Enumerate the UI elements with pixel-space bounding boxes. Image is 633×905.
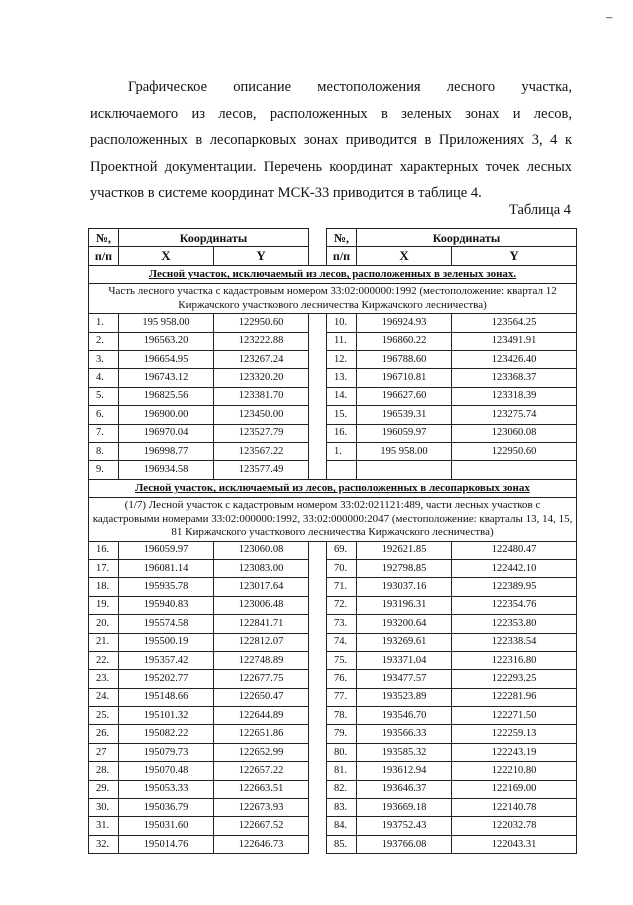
y-value: 122663.51 <box>214 780 309 798</box>
y-value: 122210.80 <box>452 762 577 780</box>
y-value: 122657.22 <box>214 762 309 780</box>
x-value: 195202.77 <box>119 670 214 688</box>
y-value: 123491.91 <box>452 332 577 350</box>
y-value: 122259.13 <box>452 725 577 743</box>
point-num: 7. <box>89 424 119 442</box>
x-value: 192621.85 <box>357 541 452 559</box>
point-num: 8. <box>89 442 119 460</box>
point-num: 84. <box>327 817 357 835</box>
y-value: 122140.78 <box>452 799 577 817</box>
x-value: 196059.97 <box>357 424 452 442</box>
x-value: 195031.60 <box>119 817 214 835</box>
y-value: 123267.24 <box>214 350 309 368</box>
num-subheader: п/п <box>327 247 357 265</box>
y-value: 122644.89 <box>214 707 309 725</box>
x-value: 195 958.00 <box>357 442 452 460</box>
table-row <box>89 633 577 651</box>
coordinates-table <box>88 228 577 854</box>
section-2-note: (1/7) Лесной участок с кадастровым номером 33:02:021121:489, части лесных участков с кадастровыми номерами 33:02:000000:1992, 33:02:000000:2047 (местоположение: кварталы 13, 14, 15, 81 Киржачского участкового лесничества Киржачского лесничества) <box>89 498 577 542</box>
point-num: 5. <box>89 387 119 405</box>
point-num: 76. <box>327 670 357 688</box>
x-value: 195940.83 <box>119 596 214 614</box>
table-row <box>89 707 577 725</box>
table-row <box>89 743 577 761</box>
point-num: 83. <box>327 799 357 817</box>
x-value: 192798.85 <box>357 559 452 577</box>
table-row <box>89 332 577 350</box>
y-value: 123368.37 <box>452 369 577 387</box>
y-value: 122841.71 <box>214 615 309 633</box>
x-value: 195053.33 <box>119 780 214 798</box>
y-header: Y <box>452 247 577 265</box>
x-value: 193752.43 <box>357 817 452 835</box>
point-num: 6. <box>89 406 119 424</box>
table-row <box>89 578 577 596</box>
y-value: 123060.08 <box>214 541 309 559</box>
x-value: 193766.08 <box>357 835 452 853</box>
x-value: 196970.04 <box>119 424 214 442</box>
x-value: 193477.57 <box>357 670 452 688</box>
header-row-2 <box>89 247 577 265</box>
table-row <box>89 835 577 853</box>
x-value: 193269.61 <box>357 633 452 651</box>
y-value: 122652.99 <box>214 743 309 761</box>
y-value: 122293.25 <box>452 670 577 688</box>
point-num: 72. <box>327 596 357 614</box>
point-num: 31. <box>89 817 119 835</box>
point-num: 2. <box>89 332 119 350</box>
point-num: 9. <box>89 461 119 479</box>
section-1-note: Часть лесного участка с кадастровым номером 33:02:000000:1992 (местоположение: квартал 12 Киржачского участкового лесничества Киржачского лесничества) <box>89 284 577 314</box>
x-value: 196627.60 <box>357 387 452 405</box>
section-2-rows <box>89 541 577 854</box>
point-num: 82. <box>327 780 357 798</box>
x-value: 196563.20 <box>119 332 214 350</box>
y-value: 123320.20 <box>214 369 309 387</box>
y-value: 123450.00 <box>214 406 309 424</box>
point-num: 4. <box>89 369 119 387</box>
table-row <box>89 541 577 559</box>
x-value: 195500.19 <box>119 633 214 651</box>
x-value: 196081.14 <box>119 559 214 577</box>
y-value: 123060.08 <box>452 424 577 442</box>
y-value: 122748.89 <box>214 651 309 669</box>
point-num: 32. <box>89 835 119 853</box>
x-value: 196743.12 <box>119 369 214 387</box>
y-value: 123577.49 <box>214 461 309 479</box>
table-row <box>89 596 577 614</box>
x-value: 196934.58 <box>119 461 214 479</box>
point-num: 1. <box>327 442 357 460</box>
y-value: 123567.22 <box>214 442 309 460</box>
y-value: 122950.60 <box>214 314 309 332</box>
x-value <box>357 461 452 479</box>
y-value: 122243.19 <box>452 743 577 761</box>
table-row <box>89 387 577 405</box>
x-value: 196900.00 <box>119 406 214 424</box>
point-num: 19. <box>89 596 119 614</box>
point-num: 14. <box>327 387 357 405</box>
x-value: 195036.79 <box>119 799 214 817</box>
table-row <box>89 559 577 577</box>
y-value: 122354.76 <box>452 596 577 614</box>
section-2-title: Лесной участок, исключаемый из лесов, расположенных в лесопарковых зонах <box>89 479 577 497</box>
point-num: 69. <box>327 541 357 559</box>
num-header: №, <box>327 229 357 247</box>
table-row <box>89 461 577 479</box>
y-value: 123275.74 <box>452 406 577 424</box>
point-num: 16. <box>89 541 119 559</box>
table-row <box>89 406 577 424</box>
x-value: 193669.18 <box>357 799 452 817</box>
x-value: 193371.04 <box>357 651 452 669</box>
point-num: 17. <box>89 559 119 577</box>
y-value: 122677.75 <box>214 670 309 688</box>
section-1-title: Лесной участок, исключаемый из лесов, расположенных в зеленых зонах. <box>89 265 577 283</box>
y-value: 122650.47 <box>214 688 309 706</box>
point-num: 18. <box>89 578 119 596</box>
point-num <box>327 461 357 479</box>
table-row <box>89 442 577 460</box>
point-num: 75. <box>327 651 357 669</box>
point-num: 74. <box>327 633 357 651</box>
x-value: 196788.60 <box>357 350 452 368</box>
point-num: 13. <box>327 369 357 387</box>
x-value: 196059.97 <box>119 541 214 559</box>
y-value: 122950.60 <box>452 442 577 460</box>
table-row <box>89 817 577 835</box>
x-value: 196924.93 <box>357 314 452 332</box>
y-value: 122338.54 <box>452 633 577 651</box>
table-label: Таблица 4 <box>508 202 571 218</box>
point-num: 85. <box>327 835 357 853</box>
x-value: 195148.66 <box>119 688 214 706</box>
coords-header: Координаты <box>357 229 577 247</box>
point-num: 30. <box>89 799 119 817</box>
point-num: 73. <box>327 615 357 633</box>
y-value <box>452 461 577 479</box>
point-num: 77. <box>327 688 357 706</box>
y-value: 122667.52 <box>214 817 309 835</box>
point-num: 3. <box>89 350 119 368</box>
x-value: 195079.73 <box>119 743 214 761</box>
table-row <box>89 615 577 633</box>
y-value: 123006.48 <box>214 596 309 614</box>
table-row <box>89 651 577 669</box>
x-value: 196825.56 <box>119 387 214 405</box>
x-value: 196539.31 <box>357 406 452 424</box>
x-value: 195082.22 <box>119 725 214 743</box>
num-subheader: п/п <box>89 247 119 265</box>
point-num: 10. <box>327 314 357 332</box>
x-value: 196998.77 <box>119 442 214 460</box>
y-value: 122673.93 <box>214 799 309 817</box>
point-num: 20. <box>89 615 119 633</box>
x-value: 195 958.00 <box>119 314 214 332</box>
point-num: 27 <box>89 743 119 761</box>
point-num: 81. <box>327 762 357 780</box>
coords-header: Координаты <box>119 229 309 247</box>
y-value: 123527.79 <box>214 424 309 442</box>
point-num: 22. <box>89 651 119 669</box>
table-row <box>89 670 577 688</box>
y-value: 122271.50 <box>452 707 577 725</box>
point-num: 15. <box>327 406 357 424</box>
y-value: 123564.25 <box>452 314 577 332</box>
x-value: 196860.22 <box>357 332 452 350</box>
page-mark: – <box>606 9 613 24</box>
point-num: 26. <box>89 725 119 743</box>
point-num: 24. <box>89 688 119 706</box>
table-row <box>89 369 577 387</box>
header-row-1 <box>89 229 577 247</box>
y-value: 122316.80 <box>452 651 577 669</box>
x-value: 193546.70 <box>357 707 452 725</box>
x-value: 193037.16 <box>357 578 452 596</box>
point-num: 1. <box>89 314 119 332</box>
x-value: 193585.32 <box>357 743 452 761</box>
table-row <box>89 350 577 368</box>
point-num: 70. <box>327 559 357 577</box>
point-num: 11. <box>327 332 357 350</box>
table-row <box>89 799 577 817</box>
y-value: 123222.88 <box>214 332 309 350</box>
x-header: X <box>357 247 452 265</box>
y-value: 122442.10 <box>452 559 577 577</box>
x-value: 196654.95 <box>119 350 214 368</box>
point-num: 16. <box>327 424 357 442</box>
y-value: 122353.80 <box>452 615 577 633</box>
y-value: 123381.70 <box>214 387 309 405</box>
x-value: 193646.37 <box>357 780 452 798</box>
x-value: 193612.94 <box>357 762 452 780</box>
x-value: 195101.32 <box>119 707 214 725</box>
intro-paragraph: Графическое описание местоположения лесного участка, исключаемого из лесов, расположенных в зеленых зонах и лесов, расположенных в лесопарковых зонах приводится в Приложениях 3, 4 к Проектной документации. Перечень координат характерных точек лесных участков в системе координат МСК-33 приводится в таблице 4. <box>90 79 572 202</box>
point-num: 71. <box>327 578 357 596</box>
point-num: 29. <box>89 780 119 798</box>
table-row <box>89 424 577 442</box>
x-value: 193566.33 <box>357 725 452 743</box>
table-row <box>89 762 577 780</box>
y-value: 122812.07 <box>214 633 309 651</box>
point-num: 23. <box>89 670 119 688</box>
y-value: 123083.00 <box>214 559 309 577</box>
point-num: 21. <box>89 633 119 651</box>
x-value: 195070.48 <box>119 762 214 780</box>
table-row <box>89 688 577 706</box>
point-num: 25. <box>89 707 119 725</box>
y-value: 122043.31 <box>452 835 577 853</box>
y-value: 122169.00 <box>452 780 577 798</box>
x-value: 193523.89 <box>357 688 452 706</box>
x-value: 196710.81 <box>357 369 452 387</box>
point-num: 80. <box>327 743 357 761</box>
y-value: 122032.78 <box>452 817 577 835</box>
table-row <box>89 314 577 332</box>
y-value: 123017.64 <box>214 578 309 596</box>
table-row <box>89 780 577 798</box>
y-value: 122651.86 <box>214 725 309 743</box>
point-num: 79. <box>327 725 357 743</box>
y-value: 122389.95 <box>452 578 577 596</box>
x-value: 195357.42 <box>119 651 214 669</box>
y-value: 122646.73 <box>214 835 309 853</box>
x-value: 195574.58 <box>119 615 214 633</box>
y-value: 123426.40 <box>452 350 577 368</box>
y-header: Y <box>214 247 309 265</box>
section-1-rows <box>89 314 577 480</box>
table-row <box>89 725 577 743</box>
point-num: 78. <box>327 707 357 725</box>
x-header: X <box>119 247 214 265</box>
x-value: 193200.64 <box>357 615 452 633</box>
y-value: 122480.47 <box>452 541 577 559</box>
y-value: 122281.96 <box>452 688 577 706</box>
point-num: 12. <box>327 350 357 368</box>
y-value: 123318.39 <box>452 387 577 405</box>
x-value: 195014.76 <box>119 835 214 853</box>
num-header: №, <box>89 229 119 247</box>
point-num: 28. <box>89 762 119 780</box>
x-value: 195935.78 <box>119 578 214 596</box>
x-value: 193196.31 <box>357 596 452 614</box>
